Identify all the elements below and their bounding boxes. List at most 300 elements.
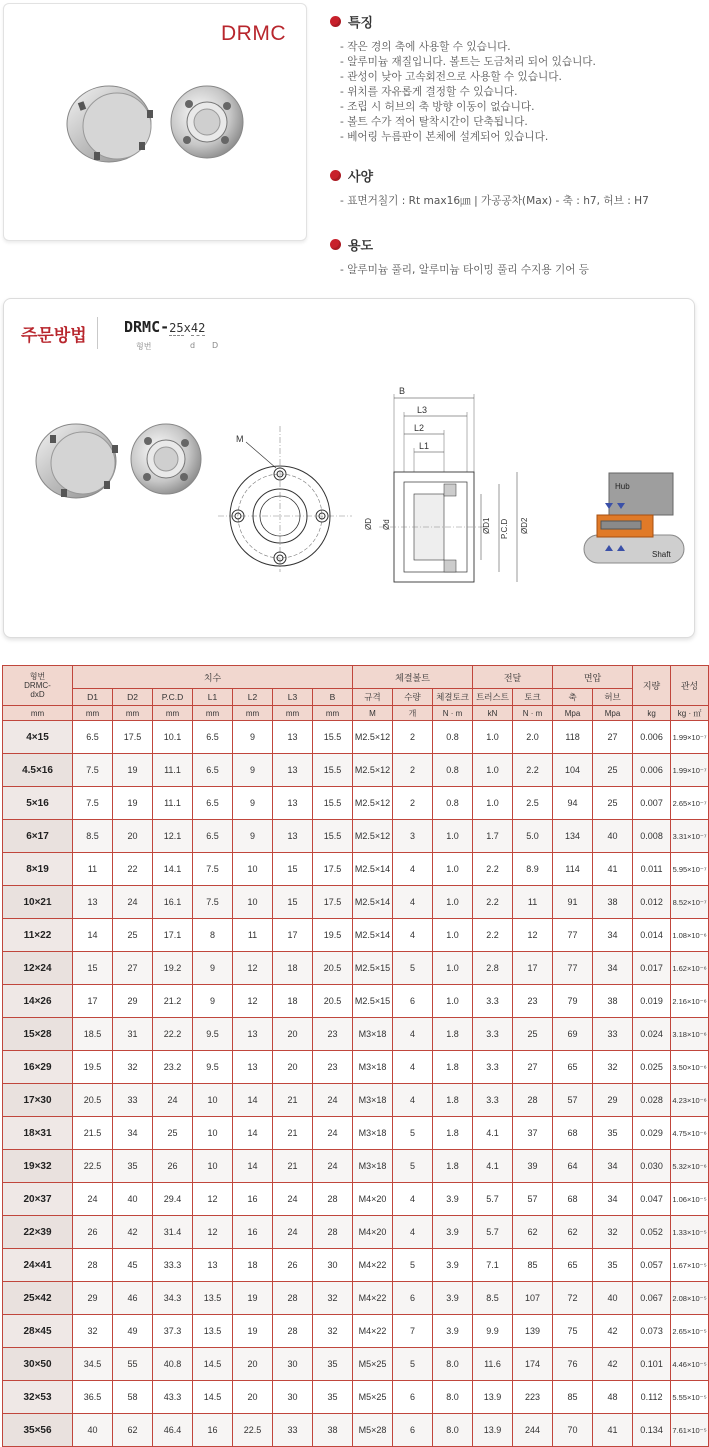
usage-list (340, 263, 690, 278)
header-sub: P.C.D (153, 689, 193, 706)
table-cell: 6.5 (193, 721, 233, 754)
table-cell: M2.5×12 (353, 787, 393, 820)
table-cell: 23.2 (153, 1051, 193, 1084)
table-cell: 62 (513, 1216, 553, 1249)
table-cell: M4×22 (353, 1249, 393, 1282)
table-cell: 13 (193, 1249, 233, 1282)
spec-table (2, 665, 709, 1447)
table-cell: 26 (153, 1150, 193, 1183)
table-cell: 2.08×10⁻⁵ (671, 1282, 709, 1315)
table-cell: 62 (553, 1216, 593, 1249)
spec-list (340, 194, 690, 209)
size-cell: 35×56 (3, 1414, 73, 1447)
table-cell: 22.5 (233, 1414, 273, 1447)
header-weight: 지량 (633, 666, 671, 706)
table-cell: 8.5 (73, 820, 113, 853)
table-row (3, 1216, 709, 1249)
table-cell: 12 (193, 1183, 233, 1216)
unit-cell: Mpa (593, 706, 633, 721)
table-cell: 15 (73, 952, 113, 985)
table-cell: 3.9 (433, 1282, 473, 1315)
table-cell: 10 (193, 1117, 233, 1150)
table-cell: 2.2 (473, 919, 513, 952)
size-cell: 30×50 (3, 1348, 73, 1381)
table-cell: 223 (513, 1381, 553, 1414)
front-view-drawing (216, 424, 356, 574)
table-cell: 4.23×10⁻⁶ (671, 1084, 709, 1117)
size-cell: 10×21 (3, 886, 73, 919)
table-cell: 33 (113, 1084, 153, 1117)
table-cell: 70 (553, 1414, 593, 1447)
table-cell: 14 (73, 919, 113, 952)
table-cell: 19.5 (73, 1051, 113, 1084)
header-transmit: 전달 (473, 666, 553, 689)
table-cell: 68 (553, 1117, 593, 1150)
unit-cell: N · m (433, 706, 473, 721)
table-cell: 8.0 (433, 1348, 473, 1381)
table-cell: 2.2 (473, 886, 513, 919)
table-cell: 2.2 (473, 853, 513, 886)
table-cell: 27 (593, 721, 633, 754)
table-cell: 14 (233, 1150, 273, 1183)
header-sub: 토크 (513, 689, 553, 706)
table-cell: 118 (553, 721, 593, 754)
table-cell: 38 (313, 1414, 353, 1447)
size-cell: 6×17 (3, 820, 73, 853)
table-cell: 13 (73, 886, 113, 919)
table-cell: 32 (593, 1216, 633, 1249)
table-cell: 5 (393, 1348, 433, 1381)
table-cell: 0.029 (633, 1117, 671, 1150)
table-cell: M2.5×14 (353, 853, 393, 886)
table-cell: 114 (553, 853, 593, 886)
table-cell: 1.62×10⁻⁶ (671, 952, 709, 985)
table-cell: 0.006 (633, 754, 671, 787)
table-cell: 0.134 (633, 1414, 671, 1447)
table-cell: 40.8 (153, 1348, 193, 1381)
table-cell: 174 (513, 1348, 553, 1381)
table-cell: 76 (553, 1348, 593, 1381)
table-cell: 4.1 (473, 1117, 513, 1150)
table-cell: 9.9 (473, 1315, 513, 1348)
table-cell: 34 (593, 1183, 633, 1216)
table-cell: 11.6 (473, 1348, 513, 1381)
table-cell: 34.3 (153, 1282, 193, 1315)
table-cell: 2.65×10⁻⁷ (671, 787, 709, 820)
table-cell: 24 (313, 1117, 353, 1150)
table-cell: 19.2 (153, 952, 193, 985)
table-cell: 13.5 (193, 1315, 233, 1348)
table-cell: M4×20 (353, 1183, 393, 1216)
table-cell: 31 (113, 1018, 153, 1051)
table-cell: M4×20 (353, 1216, 393, 1249)
table-cell: 107 (513, 1282, 553, 1315)
table-cell: 1.8 (433, 1018, 473, 1051)
table-cell: 3.3 (473, 1051, 513, 1084)
table-cell: 12 (233, 952, 273, 985)
table-cell: 4.1 (473, 1150, 513, 1183)
table-cell: 3.31×10⁻⁷ (671, 820, 709, 853)
table-cell: 46 (113, 1282, 153, 1315)
list-item: - 위치를 자유롭게 결정할 수 있습니다. (340, 86, 518, 98)
table-cell: 3.9 (433, 1315, 473, 1348)
table-cell: 42 (593, 1348, 633, 1381)
table-cell: 26 (73, 1216, 113, 1249)
table-cell: 1.8 (433, 1150, 473, 1183)
table-cell: 1.0 (473, 754, 513, 787)
label-L3: L3 (417, 405, 428, 415)
table-cell: 3.50×10⁻⁶ (671, 1051, 709, 1084)
table-cell: 4 (393, 1084, 433, 1117)
table-cell: 0.011 (633, 853, 671, 886)
label-L2: L2 (414, 423, 425, 433)
table-cell: 1.99×10⁻⁷ (671, 721, 709, 754)
header-model-label: 형번 (29, 672, 46, 681)
header-model-prefix: DRMC- (24, 681, 51, 690)
table-cell: 3.9 (433, 1183, 473, 1216)
table-cell: 68 (553, 1183, 593, 1216)
table-row (3, 853, 709, 886)
table-cell: 12.1 (153, 820, 193, 853)
unit-cell: kg (633, 706, 671, 721)
table-cell: 5 (393, 1117, 433, 1150)
product-model-title: DRMC (221, 22, 286, 45)
table-cell: 29 (73, 1282, 113, 1315)
header-sub: L1 (193, 689, 233, 706)
table-cell: 22 (113, 853, 153, 886)
table-cell: 3.3 (473, 1084, 513, 1117)
label-d: Ød (382, 519, 391, 530)
table-cell: 2 (393, 754, 433, 787)
table-cell: M5×25 (353, 1381, 393, 1414)
table-cell: 7.5 (73, 787, 113, 820)
table-cell: 19.5 (313, 919, 353, 952)
table-cell: 27 (113, 952, 153, 985)
table-cell: 72 (553, 1282, 593, 1315)
order-product-photo (26, 409, 216, 514)
table-cell: 10 (233, 853, 273, 886)
label-D: ØD (364, 518, 373, 530)
table-cell: M5×28 (353, 1414, 393, 1447)
size-cell: 24×41 (3, 1249, 73, 1282)
unit-cell: kg · ㎡ (671, 706, 709, 721)
unit-cell: N · m (513, 706, 553, 721)
features-section (330, 12, 690, 145)
table-cell: 1.0 (433, 853, 473, 886)
table-cell: 17 (273, 919, 313, 952)
table-cell: 27 (513, 1051, 553, 1084)
table-row (3, 787, 709, 820)
table-cell: 5 (393, 1249, 433, 1282)
unit-cell: 개 (393, 706, 433, 721)
table-cell: 9 (233, 820, 273, 853)
label-PCD: P.C.D (500, 518, 509, 539)
unit-cell: mm (73, 706, 113, 721)
table-cell: 29.4 (153, 1183, 193, 1216)
table-cell: 14.5 (193, 1381, 233, 1414)
table-cell: 16 (233, 1216, 273, 1249)
table-cell: 15.5 (313, 721, 353, 754)
table-cell: 39 (513, 1150, 553, 1183)
table-cell: 7.5 (193, 853, 233, 886)
header-sub: L3 (273, 689, 313, 706)
table-cell: M3×18 (353, 1018, 393, 1051)
table-cell: 11.1 (153, 754, 193, 787)
table-cell: 8 (193, 919, 233, 952)
table-cell: 0.024 (633, 1018, 671, 1051)
table-cell: 13.5 (193, 1282, 233, 1315)
table-cell: 16 (233, 1183, 273, 1216)
order-code (124, 318, 205, 336)
table-cell: 23 (313, 1051, 353, 1084)
table-cell: 14 (233, 1117, 273, 1150)
table-cell: 55 (113, 1348, 153, 1381)
table-cell: 13 (273, 754, 313, 787)
header-sub: 규격 (353, 689, 393, 706)
table-cell: 40 (593, 1282, 633, 1315)
table-cell: 0.8 (433, 721, 473, 754)
table-cell: 20.5 (73, 1084, 113, 1117)
table-cell: 2.65×10⁻⁵ (671, 1315, 709, 1348)
table-cell: 20 (273, 1051, 313, 1084)
table-row (3, 1150, 709, 1183)
unit-cell: mm (233, 706, 273, 721)
table-row (3, 820, 709, 853)
table-cell: 9 (233, 754, 273, 787)
table-cell: 11 (233, 919, 273, 952)
table-cell: 34 (593, 952, 633, 985)
table-cell: 34 (113, 1117, 153, 1150)
table-cell: 1.33×10⁻⁵ (671, 1216, 709, 1249)
size-cell: 8×19 (3, 853, 73, 886)
list-item: - 볼트 수가 적어 탈착시간이 단축됩니다. (340, 116, 528, 128)
table-cell: 65 (553, 1051, 593, 1084)
table-cell: 0.008 (633, 820, 671, 853)
table-cell: 28 (273, 1315, 313, 1348)
table-cell: 20.5 (313, 985, 353, 1018)
table-cell: 32 (113, 1051, 153, 1084)
table-cell: 22.5 (73, 1150, 113, 1183)
table-cell: 18 (233, 1249, 273, 1282)
table-cell: 5.7 (473, 1183, 513, 1216)
table-cell: 35 (113, 1150, 153, 1183)
list-item: - 작은 경의 축에 사용할 수 있습니다. (340, 41, 511, 53)
table-cell: 24 (313, 1150, 353, 1183)
size-cell: 28×45 (3, 1315, 73, 1348)
table-cell: 5 (393, 1150, 433, 1183)
table-cell: M2.5×14 (353, 886, 393, 919)
table-cell: 23 (513, 985, 553, 1018)
table-cell: 32 (593, 1051, 633, 1084)
table-cell: 57 (513, 1183, 553, 1216)
table-cell: 77 (553, 919, 593, 952)
header-model-dxD: dxD (30, 690, 45, 699)
list-item: - 베어링 누름판이 본체에 설계되어 있습니다. (340, 131, 549, 143)
size-cell: 14×26 (3, 985, 73, 1018)
table-cell: 6 (393, 985, 433, 1018)
table-cell: 23 (313, 1018, 353, 1051)
table-cell: 21 (273, 1117, 313, 1150)
size-cell: 25×42 (3, 1282, 73, 1315)
table-cell: 25 (593, 754, 633, 787)
header-sub: 축 (553, 689, 593, 706)
table-cell: 38 (593, 985, 633, 1018)
table-cell: 11.1 (153, 787, 193, 820)
list-item: - 알루미늄 풀리, 알루미늄 타이밍 풀리 수지용 기어 등 (340, 264, 590, 276)
table-row (3, 1381, 709, 1414)
table-cell: 6.5 (73, 721, 113, 754)
header-sub: B (313, 689, 353, 706)
table-cell: 28 (313, 1183, 353, 1216)
unit-cell: mm (153, 706, 193, 721)
table-cell: 25 (513, 1018, 553, 1051)
table-cell: 19 (233, 1315, 273, 1348)
size-cell: 16×29 (3, 1051, 73, 1084)
table-cell: 25 (593, 787, 633, 820)
table-cell: 0.073 (633, 1315, 671, 1348)
table-cell: 0.052 (633, 1216, 671, 1249)
table-cell: M4×22 (353, 1282, 393, 1315)
table-cell: 2 (393, 721, 433, 754)
table-row (3, 1249, 709, 1282)
size-cell: 11×22 (3, 919, 73, 952)
table-cell: 17 (513, 952, 553, 985)
table-cell: 34 (593, 919, 633, 952)
table-cell: 57 (553, 1084, 593, 1117)
list-item: - 조립 시 허브의 축 방향 이동이 없습니다. (340, 101, 535, 113)
size-cell: 5×16 (3, 787, 73, 820)
table-cell: 85 (513, 1249, 553, 1282)
table-cell: 8.0 (433, 1414, 473, 1447)
table-cell: 36.5 (73, 1381, 113, 1414)
table-cell: 0.028 (633, 1084, 671, 1117)
table-cell: 34.5 (73, 1348, 113, 1381)
table-row (3, 1117, 709, 1150)
order-title: 주문방법 (21, 326, 87, 346)
table-cell: 29 (593, 1084, 633, 1117)
table-cell: 5.55×10⁻⁵ (671, 1381, 709, 1414)
header-sub: D1 (73, 689, 113, 706)
table-cell: 35 (593, 1249, 633, 1282)
table-cell: 5.0 (513, 820, 553, 853)
table-cell: 9.5 (193, 1018, 233, 1051)
table-cell: 0.8 (433, 754, 473, 787)
table-cell: 5.7 (473, 1216, 513, 1249)
table-cell: 40 (73, 1414, 113, 1447)
header-sub: L2 (233, 689, 273, 706)
table-cell: 0.101 (633, 1348, 671, 1381)
table-cell: 4.46×10⁻⁵ (671, 1348, 709, 1381)
header-sub: 수량 (393, 689, 433, 706)
table-cell: 64 (553, 1150, 593, 1183)
header-pressure: 면압 (553, 666, 633, 689)
table-cell: 19 (113, 787, 153, 820)
table-cell: 15 (273, 853, 313, 886)
bullet-icon (330, 170, 341, 181)
table-cell: 28 (273, 1282, 313, 1315)
order-code-d: 25 (169, 321, 184, 335)
table-cell: 24 (153, 1084, 193, 1117)
table-cell: 8.5 (473, 1282, 513, 1315)
label-shaft: Shaft (652, 550, 671, 559)
table-cell: 12 (193, 1216, 233, 1249)
table-cell: 10 (193, 1084, 233, 1117)
table-cell: 9.5 (193, 1051, 233, 1084)
table-cell: 7.5 (193, 886, 233, 919)
label-hub: Hub (615, 482, 630, 491)
table-cell: 14 (233, 1084, 273, 1117)
table-cell: M3×18 (353, 1150, 393, 1183)
size-cell: 17×30 (3, 1084, 73, 1117)
table-cell: 26 (273, 1249, 313, 1282)
table-cell: M5×25 (353, 1348, 393, 1381)
table-cell: 24 (113, 886, 153, 919)
table-cell: 139 (513, 1315, 553, 1348)
list-item: - 관성이 낮아 고속회전으로 사용할 수 있습니다. (340, 71, 562, 83)
label-M: M (236, 434, 244, 444)
features-title: 특징 (348, 16, 374, 31)
table-cell: 30 (313, 1249, 353, 1282)
table-cell: 21 (273, 1084, 313, 1117)
table-cell: 6.5 (193, 754, 233, 787)
table-cell: M3×18 (353, 1117, 393, 1150)
order-sub-D: D (212, 341, 219, 350)
table-cell: 3.3 (473, 1018, 513, 1051)
label-D1: ØD1 (482, 517, 491, 534)
table-cell: 28 (513, 1084, 553, 1117)
table-cell: 85 (553, 1381, 593, 1414)
table-cell: 2.0 (513, 721, 553, 754)
table-cell: 13 (233, 1018, 273, 1051)
table-cell: 24 (273, 1216, 313, 1249)
table-cell: 28 (73, 1249, 113, 1282)
table-cell: 0.030 (633, 1150, 671, 1183)
table-row (3, 1051, 709, 1084)
table-cell: 4 (393, 919, 433, 952)
table-cell: 40 (113, 1183, 153, 1216)
unit-cell: mm (3, 706, 73, 721)
header-model (3, 666, 73, 706)
table-cell: 33 (273, 1414, 313, 1447)
table-cell: 10.1 (153, 721, 193, 754)
size-cell: 15×28 (3, 1018, 73, 1051)
table-header-group-row (3, 666, 709, 689)
table-cell: 8.52×10⁻⁷ (671, 886, 709, 919)
table-cell: 46.4 (153, 1414, 193, 1447)
table-cell: 41 (593, 853, 633, 886)
spec-section (330, 166, 690, 209)
divider (97, 317, 98, 349)
table-cell: 91 (553, 886, 593, 919)
table-cell: 0.019 (633, 985, 671, 1018)
table-cell: 0.012 (633, 886, 671, 919)
table-cell: M3×18 (353, 1084, 393, 1117)
table-row (3, 1282, 709, 1315)
table-cell: 37 (513, 1117, 553, 1150)
table-cell: 17.5 (313, 853, 353, 886)
table-cell: 6 (393, 1282, 433, 1315)
table-cell: 2 (393, 787, 433, 820)
unit-cell: mm (193, 706, 233, 721)
table-cell: 14.5 (193, 1348, 233, 1381)
unit-cell: kN (473, 706, 513, 721)
table-cell: 15.5 (313, 787, 353, 820)
size-cell: 22×39 (3, 1216, 73, 1249)
table-cell: 16 (193, 1414, 233, 1447)
table-cell: 33.3 (153, 1249, 193, 1282)
table-cell: 5.32×10⁻⁶ (671, 1150, 709, 1183)
header-inertia: 관성 (671, 666, 709, 706)
